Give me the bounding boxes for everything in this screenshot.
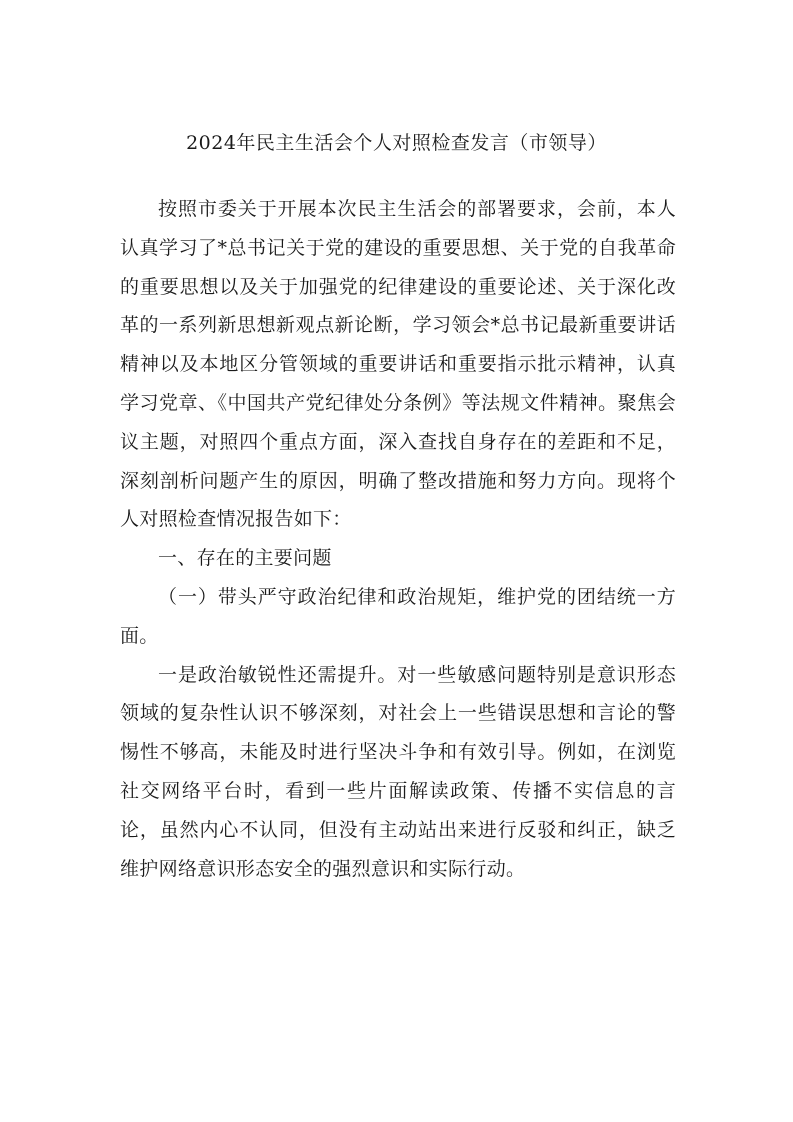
intro-paragraph: 按照市委关于开展本次民主生活会的部署要求，会前，本人认真学习了*总书记关于党的建设的重要思想、关于党的自我革命的重要思想以及关于加强党的纪律建设的重要论述、关于深化改革的一系列新思想新观点新论断，学习领会*总书记最新重要讲话精神以及本地区分管领域的重要讲话和重要指示批示精神，认真学习党章、《中国共产党纪律处分条例》等法规文件精神。聚焦会议主题，对照四个重点方面，深入查找自身存在的差距和不足，深刻剖析问题产生的原因，明确了整改措施和努力方向。现将个人对照检查情况报告如下： [120,198,676,531]
section-heading: 一、存在的主要问题 [158,547,332,570]
subsection-heading: （一）带头严守政治纪律和政治规矩，维护党的团结统一方面。 [120,585,676,647]
problem-paragraph: 一是政治敏锐性还需提升。对一些敏感问题特别是意识形态领域的复杂性认识不够深刻，对社会上一些错误思想和言论的警惕性不够高，未能及时进行坚决斗争和有效引导。例如，在浏览社交网络平台时，看到一些片面解读政策、传播不实信息的言论，虽然内心不认同，但没有主动站出来进行反驳和纠正，缺乏维护网络意识形态安全的强烈意识和实际行动。 [120,663,676,880]
document-body [120,190,676,888]
document-title: 2024年民主生活会个人对照检查发言（市领导） [186,132,607,154]
